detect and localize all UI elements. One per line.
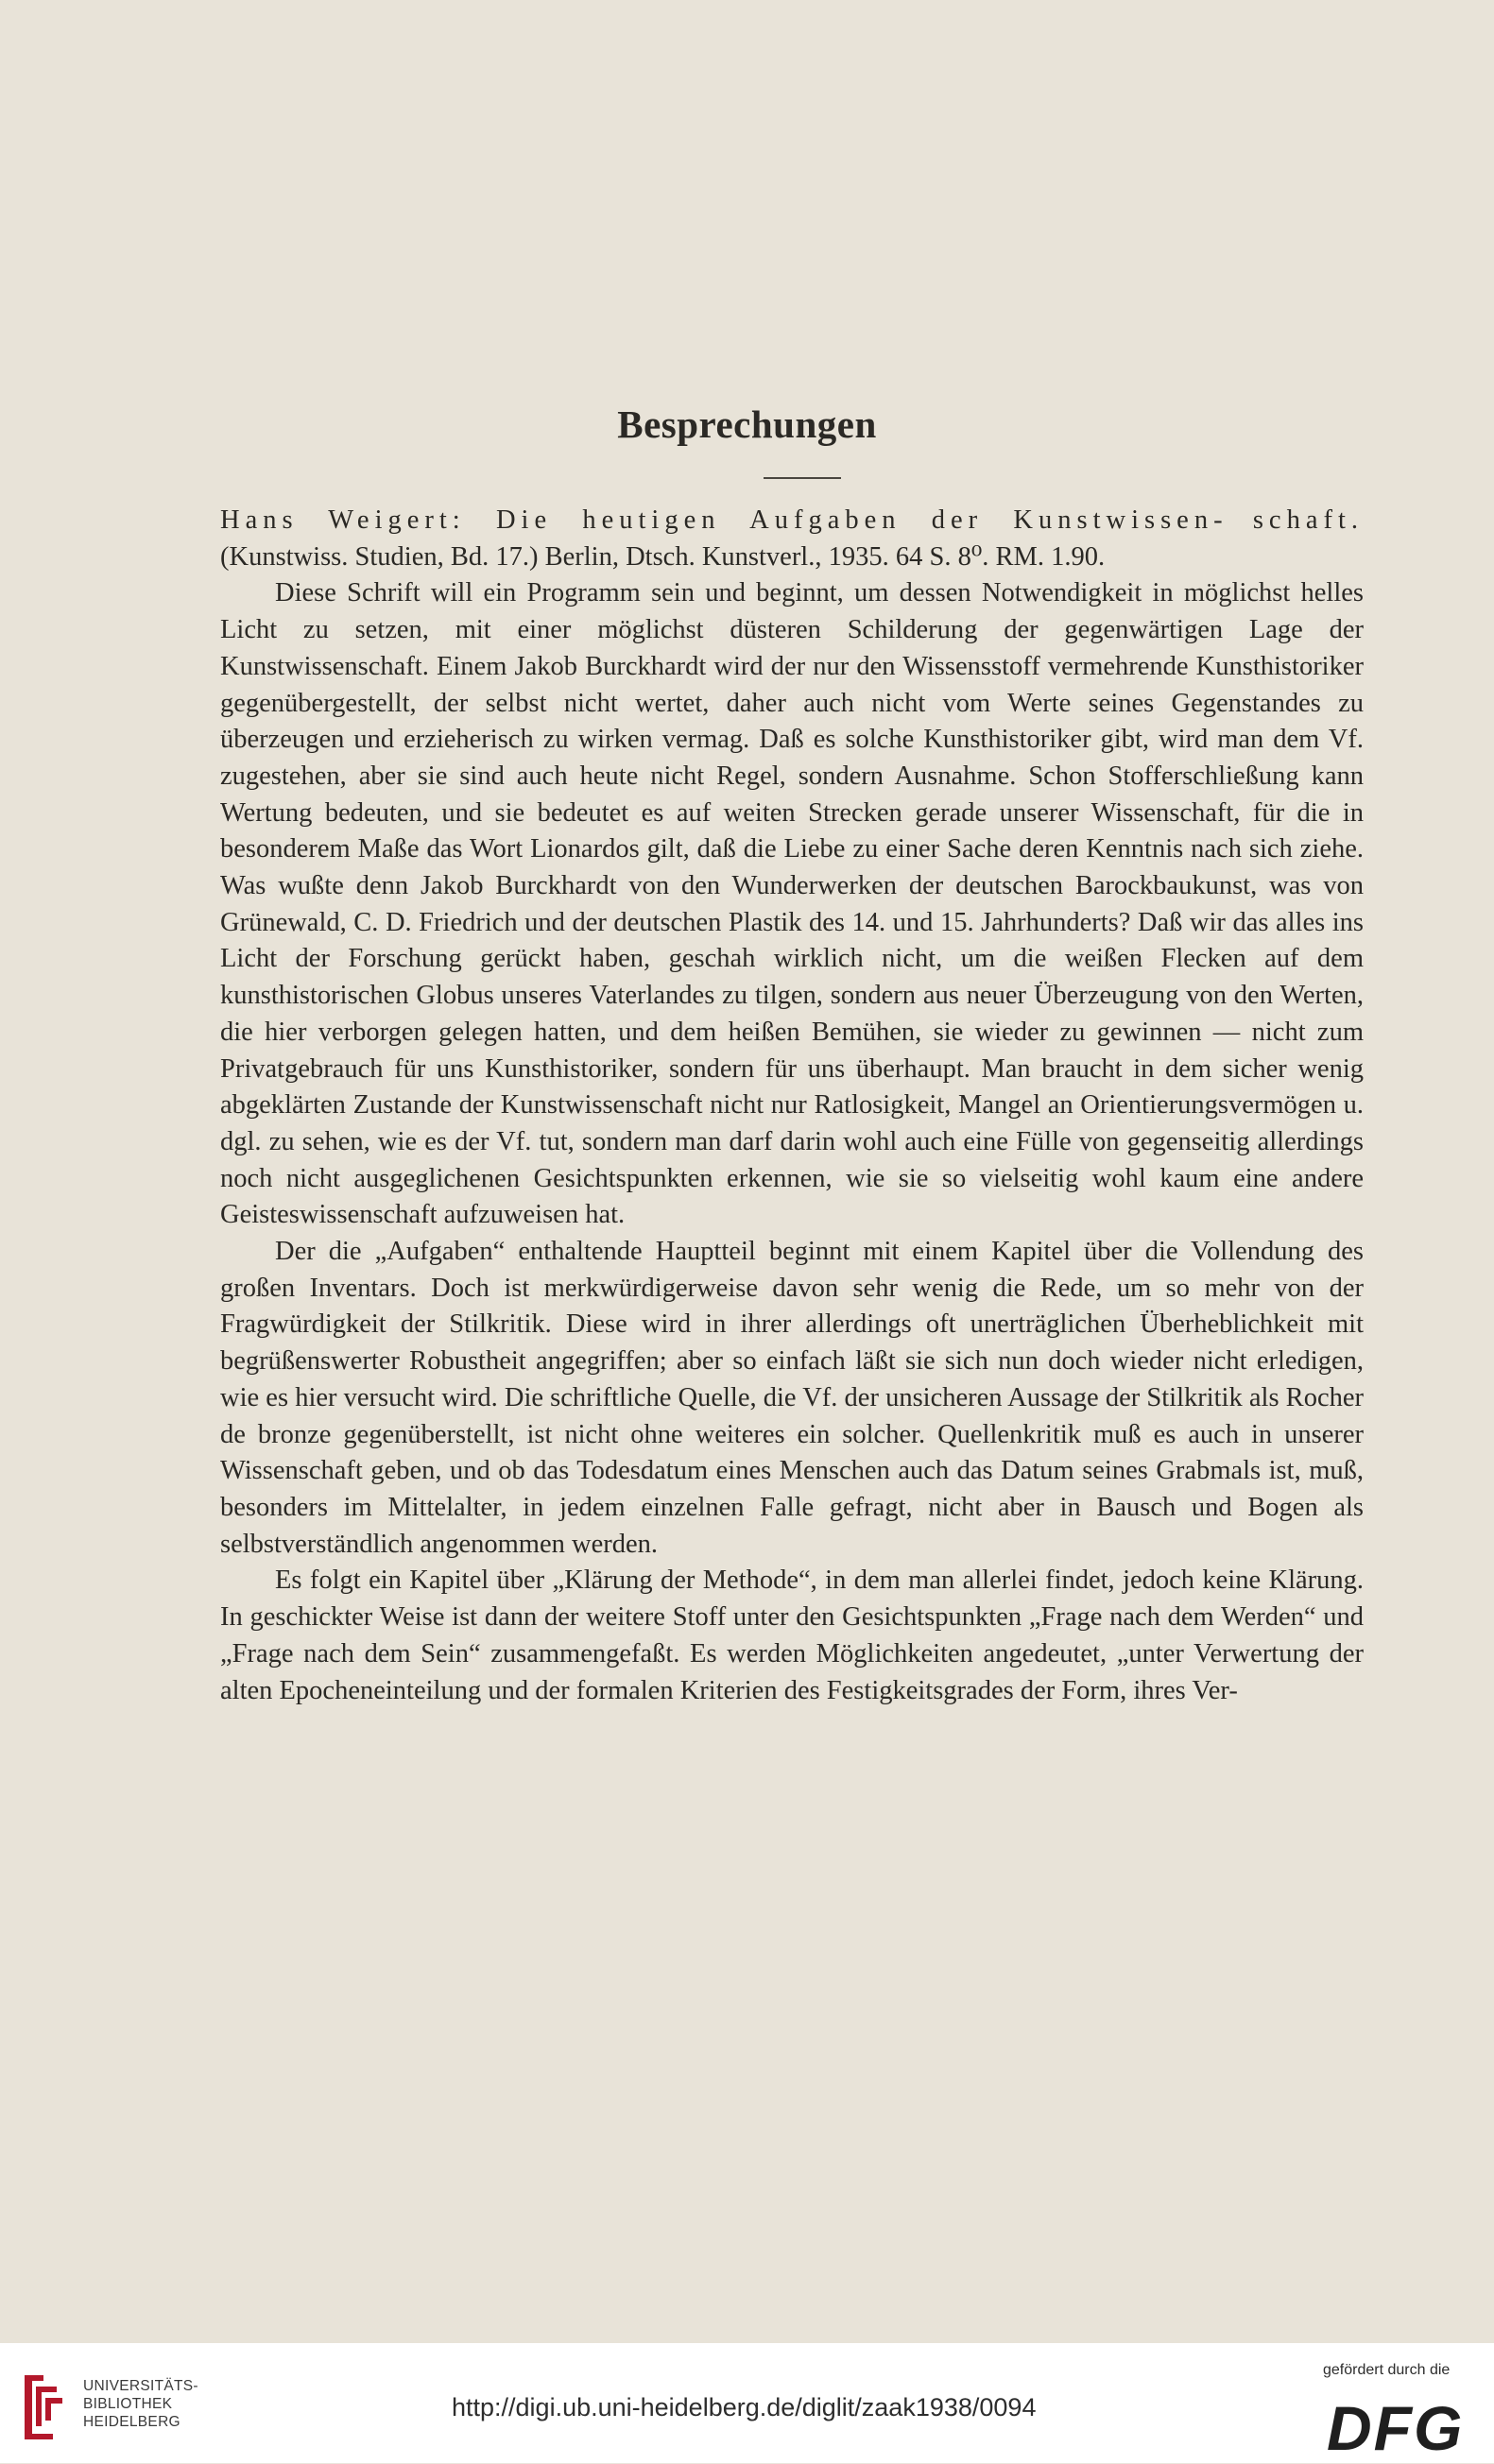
paragraph: Der die „Aufgaben“ enthaltende Hauptteil beginnt mit einem Kapitel über die Vollendung des großen Inventars. Doch ist merkwürdigerweise davon sehr wenig die Rede, um so mehr von der Fragwürdigkeit der Stilkritik. Diese wird in ihrer allerdings oft unerträglichen Überheblichkeit mit begrüßenswerter Robustheit angegriffen; aber so einfach läßt sie sich nun doch wieder nicht erledigen, wie es hier versucht wird. Die schriftliche Quelle, die Vf. der unsicheren Aussage der Stilkritik als Rocher de bronze gegenüberstellt, ist nicht ohne weiteres ein solcher. Quellenkritik muß es auch in unserer Wissenschaft geben, und ob das Todesdatum eines Menschen auch das Datum seines Grabmals ist, muß, besonders im Mittelalter, in jedem einzelnen Falle gefragt, nicht aber in Bausch und Bogen als selbstverständlich angenommen werden. [220, 1237, 1364, 1559]
library-name-line: UNIVERSITÄTS- [83, 2378, 198, 2394]
dfg-caption: gefördert durch die [1323, 2362, 1451, 2378]
title-divider [764, 477, 841, 479]
library-logo-icon [15, 2368, 68, 2447]
paragraph: Es folgt ein Kapitel über „Klärung der Methode“, in dem man allerlei findet, jedoch keine Klärung. In geschickter Weise ist dann der weitere Stoff unter den Gesichtspunkten „Frage nach dem Werden“ und „Frage nach dem Sein“ zusammengefaßt. Es werden Möglichkeiten angedeutet, „unter Verwertung der alten Epocheneinteilung und der formalen Kriterien des Festigkeitsgrades der Form, ihres Ver- [220, 1566, 1364, 1705]
page-title: Besprechungen [617, 402, 877, 446]
dfg-logo: DFG [1327, 2393, 1465, 2463]
library-name [83, 2377, 198, 2431]
library-name-line: BIBLIOTHEK [83, 2396, 173, 2412]
entry-author-title: Hans Weigert: Die heutigen Aufgaben der Kunstwissen- [220, 505, 1228, 535]
entry-bibliography: (Kunstwiss. Studien, Bd. 17.) Berlin, Dtsch. Kunstverl., 1935. 64 S. 8⁰. RM. 1.90. [220, 541, 1106, 572]
library-name-line: HEIDELBERG [83, 2414, 180, 2430]
bibliographic-entry [180, 503, 1364, 575]
review-body [220, 503, 1364, 1709]
paragraph: Diese Schrift will ein Programm sein und beginnt, um dessen Notwendigkeit in möglichst helles Licht zu setzen, mit einer möglichst düsteren Schilderung der gegenwärtigen Lage der Kunstwissenschaft. Einem Jakob Burckhardt wird der nur den Wissensstoff vermehrende Kunsthistoriker gegenübergestellt, der selbst nicht wertet, daher auch nicht vom Werte seines Gegenstandes zu überzeugen und erzieherisch zu wirken vermag. Daß es solche Kunsthistoriker gibt, wird man dem Vf. zugestehen, aber sie sind auch heute nicht Regel, sondern Ausnahme. Schon Stofferschließung kann Wertung bedeuten, und sie bedeutet es auf weiten Strecken gerade unserer Wissenschaft, für die in besonderem Maße das Wort Lionardos gilt, daß die Liebe zu einer Sache deren Kenntnis nach sich ziehe. Was wußte denn Jakob Burckhardt von den Wunderwerken der deutschen Barockbaukunst, was von Grünewald, C. D. Friedrich und der deutschen Plastik des 14. und 15. Jahrhunderts? Daß wir das alles ins Licht der Forschung gerückt haben, geschah wirklich nicht, um die weißen Flecken auf dem kunsthistorischen Globus unseres Vaterlandes zu tilgen, sondern aus neuer Überzeugung von den Werten, die hier verborgen gelegen hatten, und dem heißen Bemühen, sie wieder zu gewinnen — nicht zum Privatgebrauch für uns Kunsthistoriker, sondern für uns überhaupt. Man braucht in dem sicher wenig abgeklärten Zustande der Kunstwissenschaft nicht nur Ratlosigkeit, Mangel an Orientierungsvermögen u. dgl. zu sehen, wie es der Vf. tut, sondern man darf darin wohl auch eine Fülle von gegenseitig allerdings noch nicht ausgeglichenen Gesichtspunkten erkennen, wie sie so vielseitig wohl kaum eine andere Geisteswissenschaft aufzuweisen hat. [220, 578, 1364, 1230]
entry-title-end: schaft. [1252, 505, 1365, 535]
source-url-link[interactable]: http://digi.ub.uni-heidelberg.de/diglit/zaak1938/0094 [452, 2393, 1037, 2421]
